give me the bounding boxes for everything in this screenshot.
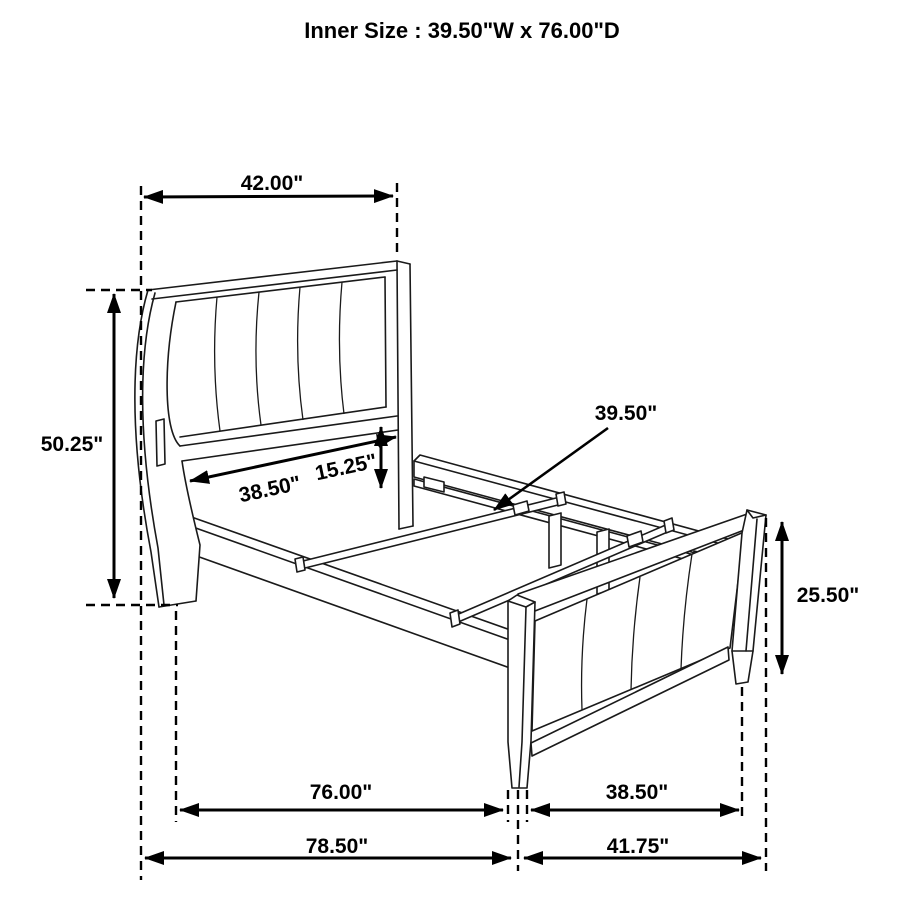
near-side-rail (176, 514, 516, 668)
diagram-title: Inner Size : 39.50"W x 76.00"D (304, 18, 620, 43)
dim-label-headboard-width: 42.00" (240, 172, 304, 195)
dim-label-headboard-inner-width: 38.50" (236, 471, 303, 508)
dim-label-overall-depth: 78.50" (305, 835, 369, 858)
dim-label-footboard-inner-width: 38.50" (605, 781, 669, 804)
dim-label-under-headboard-clearance: 15.25" (313, 449, 380, 486)
dimension-arrow-headboard-width (144, 196, 393, 197)
footboard-near-post (508, 595, 535, 788)
footboard (508, 510, 766, 788)
dim-label-footboard-height: 25.50" (796, 584, 860, 607)
side-rail-hook (156, 419, 165, 466)
dim-label-footboard-width: 41.75" (606, 835, 670, 858)
dim-label-headboard-height: 50.25" (40, 433, 104, 456)
mattress-slat (295, 492, 566, 572)
center-support-leg (549, 513, 561, 568)
dim-label-inner-width: 39.50" (594, 402, 658, 425)
dim-label-inner-depth: 76.00" (309, 781, 373, 804)
